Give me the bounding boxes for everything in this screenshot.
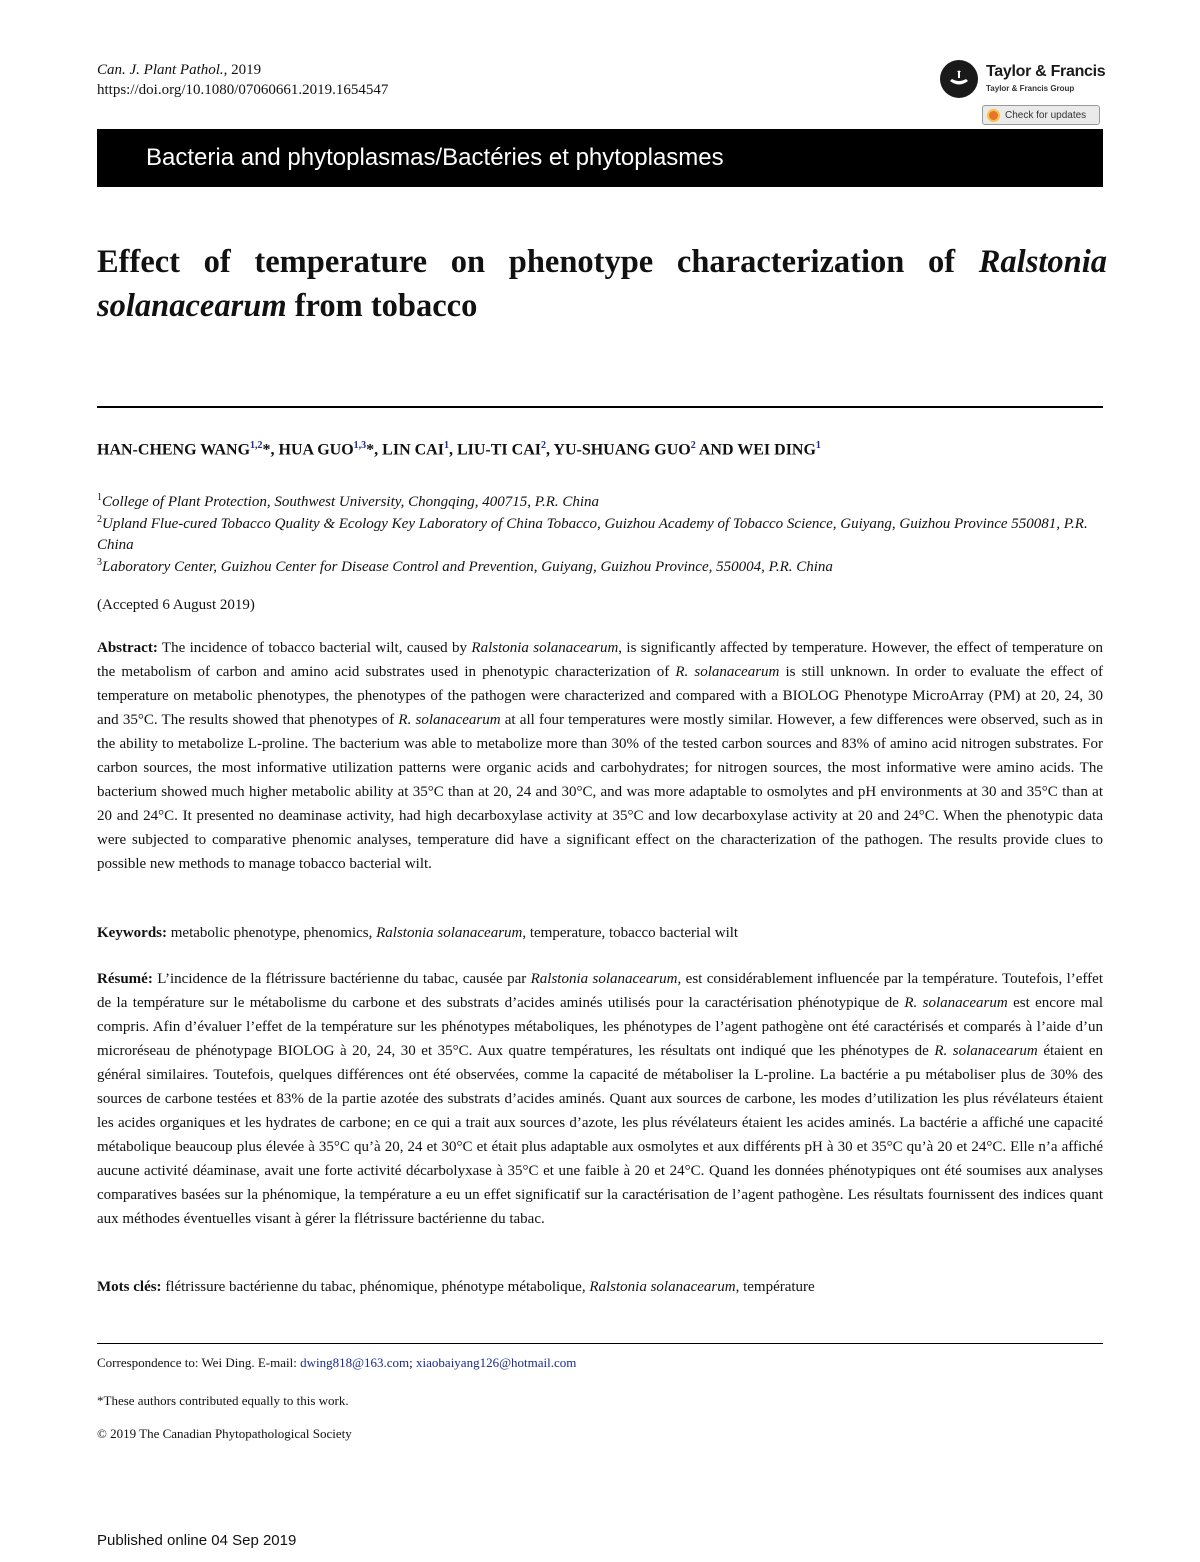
author-name: LIN CAI (382, 441, 444, 459)
accepted-date: (Accepted 6 August 2019) (97, 597, 255, 613)
author-name: HAN-CHENG WANG (97, 441, 251, 459)
author-name: HUA GUO (278, 441, 354, 459)
email-separator: ; (409, 1355, 417, 1370)
journal-year: , 2019 (223, 62, 262, 78)
abstract-text: The incidence of tobacco bacterial wilt, caused by (157, 640, 472, 656)
email-link-2[interactable]: xiaobaiyang126@hotmail.com (416, 1355, 577, 1370)
journal-citation (97, 60, 388, 100)
species-name: R. solanacearum (904, 995, 1008, 1011)
abstract-text: is still unknown. In order to evaluate the effect of temperature on metabolic phenotypes, the phenotypes of the pathogen were characterized and compared with a BIOLOG Phenotype MicroArray (PM) at 20, 24, 30 and 35°C. The results showed that phenotypes of (97, 664, 1104, 728)
affiliation-3 (97, 552, 1103, 578)
species-name: Ralstonia solanacearum (376, 925, 523, 941)
publisher-name: Taylor & Francis (986, 63, 1106, 80)
species-name: R. solanacearum (934, 1043, 1038, 1059)
species-name: R. solanacearum (398, 712, 501, 728)
correspondence-text: Correspondence to: Wei Ding. E-mail: (97, 1355, 301, 1370)
abstract-text: at all four temperatures were mostly similar. However, a few differences were observed, such as in the ability to metabolize L-proline. The bacterium was able to metabolize more than 30% of the tested carbon sources and 83% of amino acid nitrogen substrates. For carbon sources, the most informative utilization patterns were organic acids and carbohydrates; for nitrogen sources, the most informative were amino acids. The bacterium showed much higher metabolic ability at 35°C than at 20, 24 and 30°C, and was more adaptable to osmolytes and pH environments at 30 and 35°C than at 20 and 24°C. It presented no deaminase activity, had high decarboxylase activity at 35°C and low decarboxylase activity at 20 and 24°C. When the phenotypic data were subjected to comparative phenomic analyses, temperature did have a significant effect on the characterization of the pathogen. The results provide clues to possible new methods to manage tobacco bacterial wilt. (97, 712, 1104, 872)
correspondence (97, 1354, 576, 1372)
author-affiliation-sup[interactable]: 2 (540, 440, 546, 451)
abstract-text: , is significantly affected by temperature. However, the effect of temperature on the metabolism of carbon and amino acid substrates used in phenotypic characterization of (97, 640, 1103, 680)
published-online: Published online 04 Sep 2019 (97, 1532, 297, 1549)
author-affiliation-sup[interactable]: 1 (443, 440, 449, 451)
affiliation-2 (97, 509, 1103, 556)
journal-name: Can. J. Plant Pathol. (97, 62, 224, 78)
author-affiliation-sup[interactable]: 1,2 (250, 440, 263, 451)
author-separator: *, (366, 441, 383, 459)
species-name: Ralstonia solanacearum (530, 971, 678, 987)
resume-text: étaient en général similaires. Toutefois, quelques différences ont été observées, comme la capacité de métaboliser la L-proline. La bactérie a pu métaboliser plus de 30% des sources de carbone testées et 83% de la partie azotée des substrats d’acides aminés. Quant aux sources de carbone, les modes d’utilization les plus révélateurs étaient les acides organiques et les hydrates de carbone; en ce qui a trait aux sources d’azote, les plus révélateurs étaient les acides aminés. La bactérie a affiché une capacité métabolique beaucoup plus élevée à 35°C qu’à 20, 24 et 30°C et était plus adaptable aux osmolytes et aux différents pH à 30 et 35°C qu’à 20 et 24°C. Elle n’a affiché aucune activité déaminase, avait une forte activité décarbolyxase à 35°C et une faible à 20 et 24°C. Quand les données phénotypiques ont été soumises aux analyses comparatives basées sur la phénomique, la température a eu un effet significatif sur la caractérisation de l’agent pathogène. Les résultats fournissent des indices quant aux méthodes éventuelles visant à gérer la flétrissure bactérienne du tabac. (97, 1043, 1103, 1227)
check-for-updates-button[interactable] (982, 105, 1100, 125)
author-name: WEI DING (737, 441, 816, 459)
species-name: Ralstonia solanacearum (471, 640, 619, 656)
keywords (97, 921, 1103, 945)
title-text-1: Effect of temperature on phenotype characterization of (97, 244, 979, 280)
update-badge-icon (987, 109, 1000, 122)
author-separator: *, (262, 441, 279, 459)
copyright: © 2019 The Canadian Phytopathological Society (97, 1426, 352, 1441)
resume-label: Résumé: (97, 971, 153, 987)
resume (97, 967, 1103, 1231)
species-name: Ralstonia solanacearum (589, 1279, 736, 1295)
keywords-text: , temperature, tobacco bacterial wilt (522, 925, 739, 941)
affiliation-2-sup: 2 (97, 514, 102, 525)
check-for-updates-label: Check for updates (1005, 109, 1087, 121)
publisher-lamp-icon (940, 60, 978, 98)
species-name: R. solanacearum (675, 664, 780, 680)
resume-text: , est considérablement influencée par la température. Toutefois, l’effet de la température sur le métabolisme du carbone et des substrats d’acides aminés utilisés pour la caractérisation phénotypique de (97, 971, 1103, 1011)
mots-cles-text: , température (735, 1279, 815, 1295)
publisher-logo[interactable] (940, 60, 1105, 100)
equal-contribution-note: *These authors contributed equally to this work. (97, 1393, 349, 1408)
keywords-text: metabolic phenotype, phenomics, (167, 925, 377, 941)
author-list (97, 440, 1107, 459)
footer-divider (97, 1343, 1103, 1344)
title-species: Ralstonia solanacearum (97, 244, 1107, 324)
mots-cles (97, 1275, 1103, 1299)
author-name: YU-SHUANG GUO (553, 441, 691, 459)
keywords-label: Keywords: (97, 925, 167, 941)
mots-cles-label: Mots clés: (97, 1279, 162, 1295)
affiliation-3-text: Laboratory Center, Guizhou Center for Disease Control and Prevention, Guiyang, Guizhou Province, 550004, P.R. China (102, 559, 833, 575)
affiliation-1-sup: 1 (97, 492, 102, 503)
resume-text: est encore mal compris. Afin d’évaluer l’effet de la température sur les phénotypes métaboliques, les phénotypes de l’agent pathogène ont été caractérisés et comparés à l’aide d’un microréseau de phénotypage BIOLOG à 20, 24, 30 et 35°C. Aux quatre températures, les résultats ont indiqué que les phénotypes de (97, 995, 1103, 1059)
abstract-label: Abstract: (97, 640, 158, 656)
author-affiliation-sup[interactable]: 2 (690, 440, 696, 451)
author-separator: , (448, 441, 457, 459)
author-affiliation-sup[interactable]: 1 (815, 440, 821, 451)
author-affiliation-sup[interactable]: 1,3 (353, 440, 367, 451)
affiliation-2-text: Upland Flue-cured Tobacco Quality & Ecology Key Laboratory of China Tobacco, Guizhou Academy of Tobacco Science, Guiyang, Guizhou Province 550081, P.R. China (97, 516, 1088, 553)
affiliation-1-text: College of Plant Protection, Southwest University, Chongqing, 400715, P.R. China (102, 494, 600, 510)
section-banner: Bacteria and phytoplasmas/Bactéries et phytoplasmes (97, 129, 1103, 187)
article-title (97, 240, 1107, 328)
mots-cles-text: flétrissure bactérienne du tabac, phénomique, phénotype métabolique, (161, 1279, 590, 1295)
author-name: LIU-TI CAI (456, 441, 541, 459)
affiliation-3-sup: 3 (97, 557, 102, 568)
abstract (97, 636, 1103, 876)
email-link-1[interactable]: dwing818@163.com (300, 1355, 410, 1370)
doi-link[interactable]: https://doi.org/10.1080/07060661.2019.1654547 (97, 82, 389, 98)
author-separator: AND (695, 441, 738, 459)
publisher-group: Taylor & Francis Group (986, 84, 1075, 93)
title-text-2: from tobacco (286, 288, 478, 324)
title-divider (97, 406, 1103, 408)
resume-text: L’incidence de la flétrissure bactérienne du tabac, causée par (152, 971, 531, 987)
author-separator: , (545, 441, 554, 459)
